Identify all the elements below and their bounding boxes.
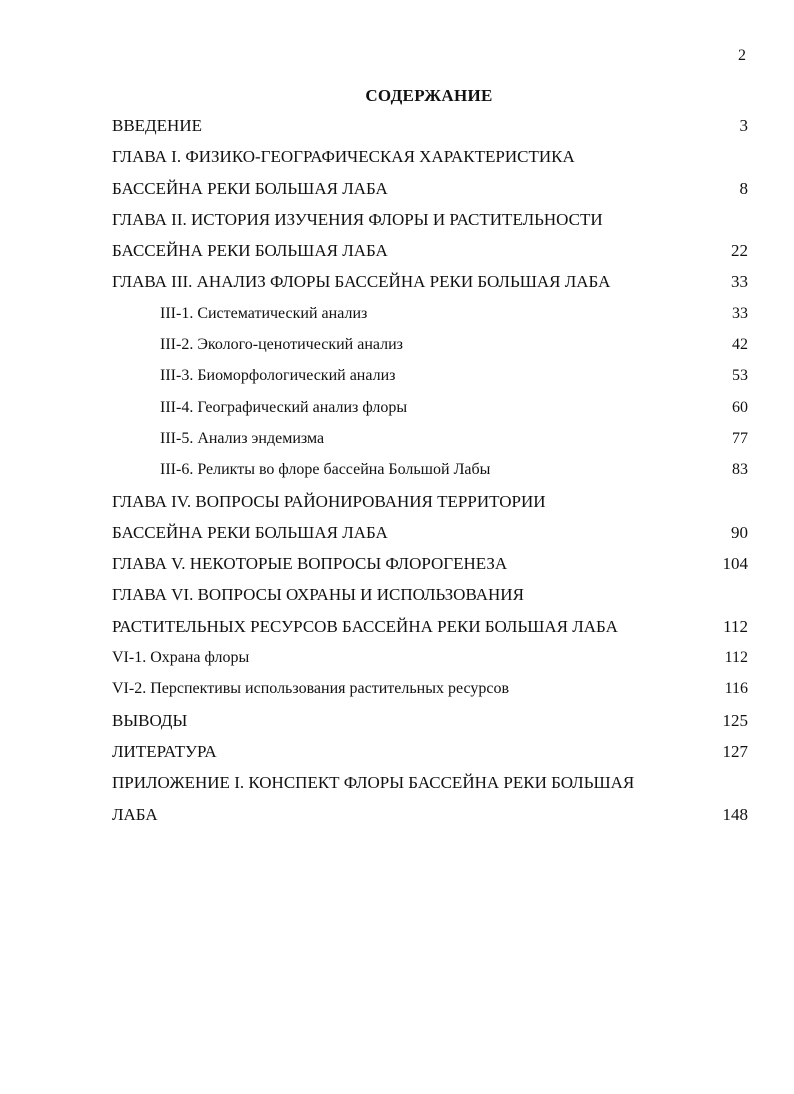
toc-entry-label: ГЛАВА I. ФИЗИКО-ГЕОГРАФИЧЕСКАЯ ХАРАКТЕРИСТИКА [112,147,575,167]
toc-entry [112,454,748,485]
toc-line [112,579,748,610]
toc-entry [112,548,748,579]
toc-entry-page: 83 [732,461,748,479]
toc-entry-label: VI-1. Охрана флоры [112,649,250,667]
toc-line [112,392,748,423]
toc-entry-label: VI-2. Перспективы использования растительных ресурсов [112,680,509,698]
toc-line [112,673,748,704]
toc-entry-page: 104 [722,554,748,574]
page-number: 2 [738,47,746,64]
toc-line [112,235,748,266]
toc-entry-page: 53 [732,367,748,385]
toc-entry [112,767,748,830]
toc-entry [112,360,748,391]
toc-entry-label: БАССЕЙНА РЕКИ БОЛЬШАЯ ЛАБА [112,178,388,198]
table-of-contents [112,110,748,830]
toc-line [112,298,748,329]
toc-entry-label: ВВЕДЕНИЕ [112,116,202,135]
toc-entry-page: 112 [724,649,748,667]
toc-entry-label: ВЫВОДЫ [112,710,188,730]
toc-entry-label: ЛАБА [112,804,158,824]
toc-entry [112,329,748,360]
toc-entry [112,579,748,642]
toc-entry-label: БАССЕЙНА РЕКИ БОЛЬШАЯ ЛАБА [112,241,388,261]
toc-line [112,329,748,360]
toc-entry-page: 116 [724,680,748,698]
toc-line [112,611,748,642]
toc-entry-label: III-5. Анализ эндемизма [160,429,325,447]
toc-entry [112,673,748,704]
toc-entry-label: ГЛАВА IV. ВОПРОСЫ РАЙОНИРОВАНИЯ ТЕРРИТОРИИ [112,491,546,511]
toc-entry [112,141,748,204]
toc-entry [112,204,748,267]
toc-entry-label: ГЛАВА VI. ВОПРОСЫ ОХРАНЫ И ИСПОЛЬЗОВАНИЯ [112,585,524,605]
toc-entry-label: ГЛАВА III. АНАЛИЗ ФЛОРЫ БАССЕЙНА РЕКИ БОЛЬШАЯ ЛАБА [112,272,611,292]
toc-entry [112,736,748,767]
toc-entry-label: III-3. Биоморфологический анализ [160,367,396,385]
toc-entry [112,298,748,329]
toc-entry-label: ПРИЛОЖЕНИЕ I. КОНСПЕКТ ФЛОРЫ БАССЕЙНА РЕКИ БОЛЬШАЯ [112,773,635,793]
toc-line [112,141,748,172]
toc-entry-label: ГЛАВА V. НЕКОТОРЫЕ ВОПРОСЫ ФЛОРОГЕНЕЗА [112,554,508,574]
toc-line [112,548,748,579]
toc-entry-label: III-2. Эколого-ценотический анализ [160,336,403,354]
toc-line [112,423,748,454]
toc-entry-label: РАСТИТЕЛЬНЫХ РЕСУРСОВ БАССЕЙНА РЕКИ БОЛЬШАЯ ЛАБА [112,616,618,636]
toc-line [112,360,748,391]
toc-entry [112,392,748,423]
toc-line [112,486,748,517]
toc-entry-page: 33 [731,272,748,292]
toc-entry-page: 8 [739,178,748,198]
toc-entry-page: 3 [739,116,748,135]
toc-entry [112,423,748,454]
toc-entry-page: 90 [731,522,748,542]
toc-line [112,204,748,235]
toc-entry [112,110,748,141]
toc-title: СОДЕРЖАНИЕ [365,86,493,105]
toc-entry-page: 112 [723,616,748,636]
toc-entry-page: 22 [731,241,748,261]
toc-line [112,517,748,548]
toc-line [112,705,748,736]
toc-entry-label: ГЛАВА II. ИСТОРИЯ ИЗУЧЕНИЯ ФЛОРЫ И РАСТИТЕЛЬНОСТИ [112,209,603,229]
toc-entry-label: III-6. Реликты во флоре бассейна Большой Лабы [160,461,491,479]
toc-entry-label: БАССЕЙНА РЕКИ БОЛЬШАЯ ЛАБА [112,522,388,542]
toc-entry-page: 42 [732,336,748,354]
toc-line [112,110,748,141]
toc-entry [112,642,748,673]
toc-entry-page: 127 [722,741,748,761]
toc-entry-label: III-1. Систематический анализ [160,304,368,322]
toc-entry-page: 148 [722,804,748,824]
toc-line [112,642,748,673]
toc-entry-page: 125 [722,710,748,730]
toc-entry-label: ЛИТЕРАТУРА [112,741,217,761]
toc-line [112,799,748,830]
toc-entry [112,266,748,297]
toc-entry [112,486,748,549]
toc-line [112,454,748,485]
toc-entry-label: III-4. Географический анализ флоры [160,398,408,416]
toc-entry-page: 60 [732,398,748,416]
toc-line [112,767,748,798]
toc-entry-page: 33 [732,304,748,322]
toc-entry [112,705,748,736]
toc-line [112,266,748,297]
toc-line [112,173,748,204]
toc-entry-page: 77 [732,429,748,447]
toc-line [112,736,748,767]
